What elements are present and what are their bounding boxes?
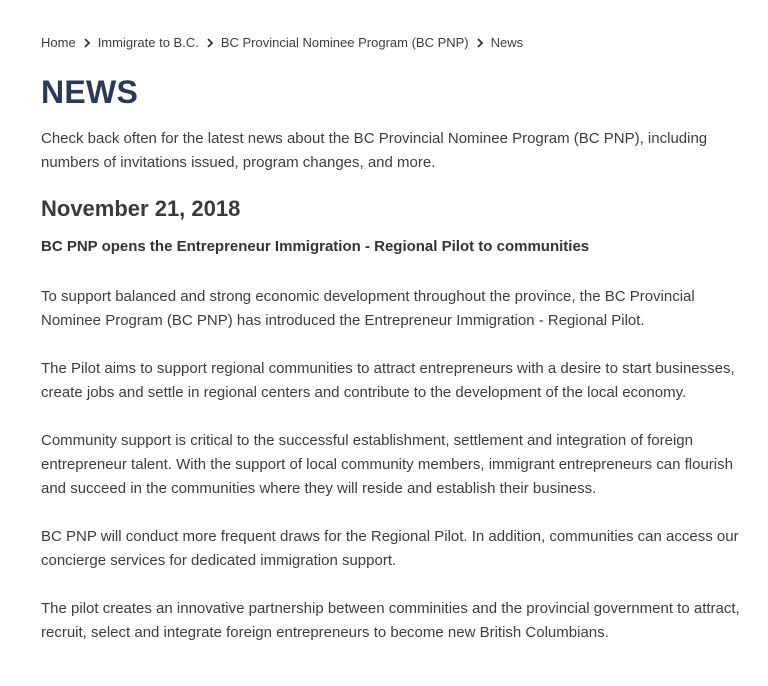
- article-title: BC PNP opens the Entrepreneur Immigration - Regional Pilot to communities: [41, 238, 590, 255]
- article-paragraph: Community support is critical to the successful establishment, settlement and integration of foreign entrepreneur talent. With the support of local community members, immigrant entrepreneurs can flourish and succeed in the communities where they will reside and establish their business.: [41, 432, 733, 497]
- chevron-right-icon: [469, 38, 491, 48]
- page-title: NEWS: [41, 74, 139, 110]
- breadcrumb-link-home[interactable]: Home: [41, 35, 76, 50]
- article-paragraph: BC PNP will conduct more frequent draws for the Regional Pilot. In addition, communities can access our concierge services for dedicated immigration support.: [41, 528, 739, 569]
- breadcrumb-current-news: News: [490, 35, 524, 50]
- breadcrumb: [41, 35, 523, 50]
- chevron-right-icon: [76, 38, 98, 48]
- article-paragraph: To support balanced and strong economic development throughout the province, the BC Provincial Nominee Program (BC PNP) has introduced the Entrepreneur Immigration - Regional Pilot.: [41, 288, 695, 329]
- breadcrumb-link-immigrate[interactable]: Immigrate to B.C.: [97, 35, 199, 50]
- article-date: November 21, 2018: [41, 196, 241, 221]
- page-intro: Check back often for the latest news about the BC Provincial Nominee Program (BC PNP), including numbers of invitations issued, program changes, and more.: [41, 130, 708, 171]
- article-paragraph: The pilot creates an innovative partnership between comminities and the provincial government to attract, recruit, select and integrate foreign entrepreneurs to become new British Columbians.: [41, 600, 740, 641]
- article-paragraph: The Pilot aims to support regional communities to attract entrepreneurs with a desire to start businesses, create jobs and settle in regional centers and contribute to the development of the local economy.: [41, 360, 735, 401]
- breadcrumb-link-bc-pnp[interactable]: BC Provincial Nominee Program (BC PNP): [220, 35, 469, 50]
- chevron-right-icon: [199, 38, 221, 48]
